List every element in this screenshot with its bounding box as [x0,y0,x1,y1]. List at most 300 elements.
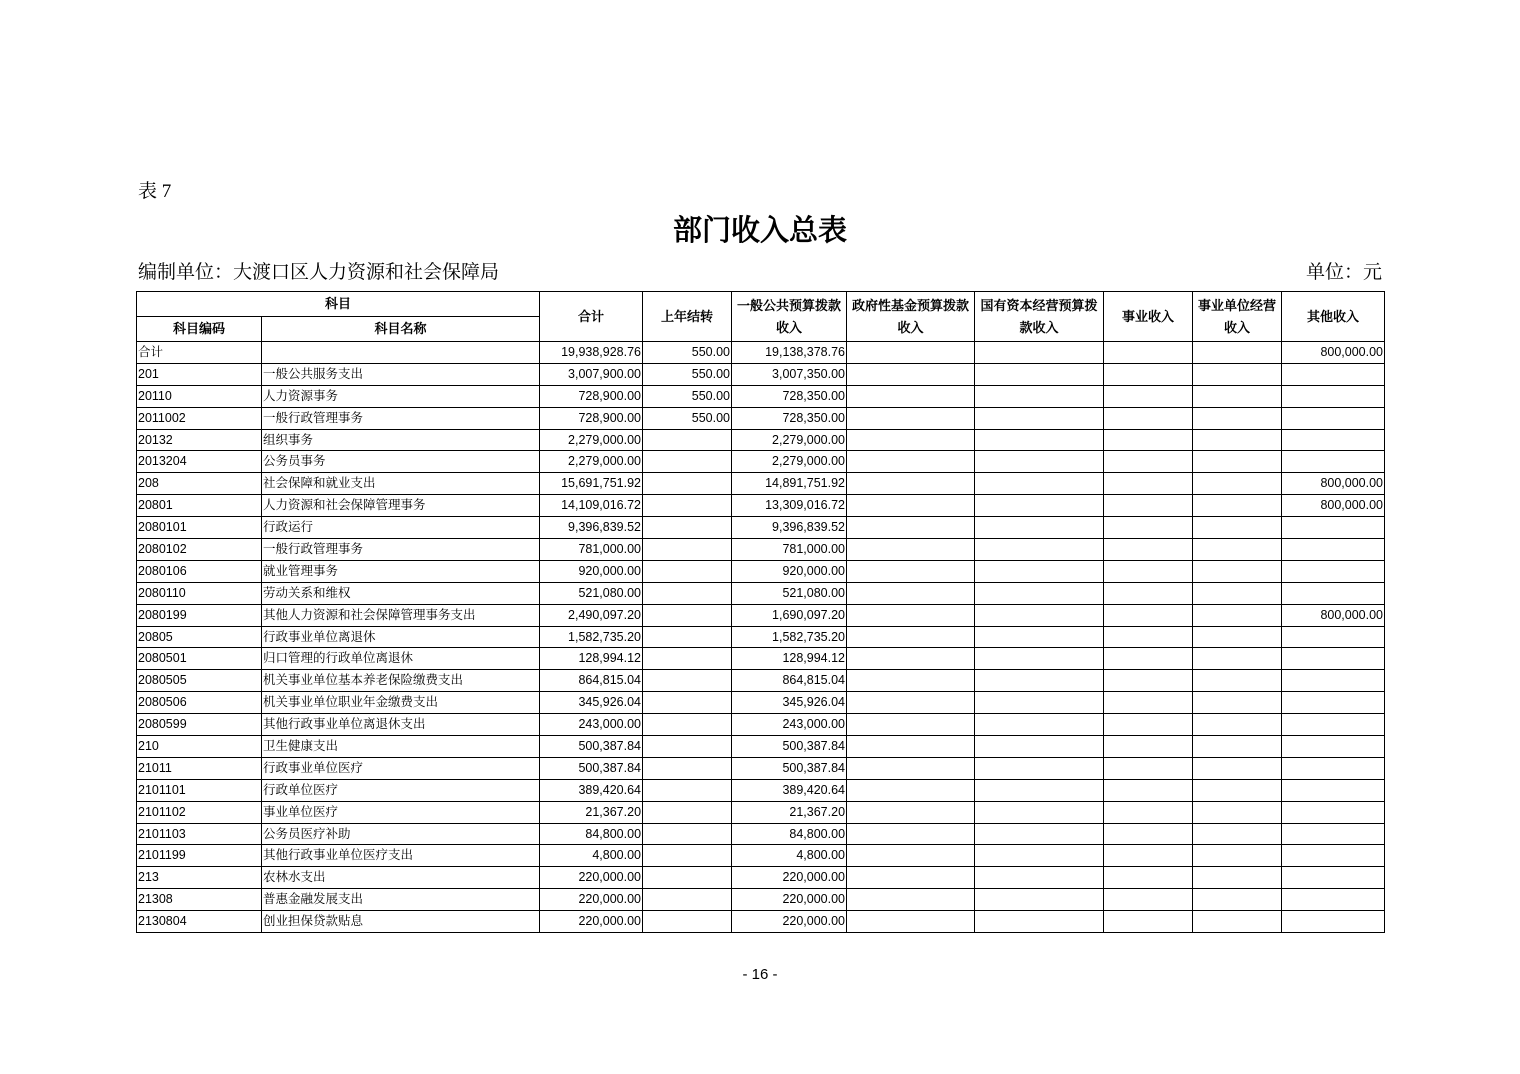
state-capital-cell [975,648,1104,670]
general-budget-cell: 19,138,378.76 [732,342,847,364]
gov-fund-cell [847,451,975,473]
subject-code-cell: 20801 [137,495,262,517]
business-unit-op-cell [1193,801,1282,823]
subject-name-cell: 行政运行 [262,517,540,539]
carryover-cell [643,867,732,889]
other-income-cell [1282,736,1385,758]
business-income-cell [1104,648,1193,670]
general-budget-cell: 781,000.00 [732,539,847,561]
subject-code-cell: 2101103 [137,823,262,845]
other-income-cell [1282,407,1385,429]
other-income-cell [1282,845,1385,867]
other-income-cell [1282,451,1385,473]
subject-code-cell: 2080101 [137,517,262,539]
total-cell: 728,900.00 [540,407,643,429]
gov-fund-cell [847,823,975,845]
business-unit-op-cell [1193,473,1282,495]
subject-name-cell: 社会保障和就业支出 [262,473,540,495]
business-income-cell [1104,539,1193,561]
business-income-cell [1104,757,1193,779]
business-income-cell [1104,604,1193,626]
business-income-cell [1104,473,1193,495]
general-budget-cell: 500,387.84 [732,736,847,758]
other-income-cell [1282,779,1385,801]
other-income-cell [1282,429,1385,451]
carryover-cell [643,560,732,582]
table-row [137,604,1385,626]
general-budget-cell: 345,926.04 [732,692,847,714]
table-row [137,582,1385,604]
state-capital-cell [975,845,1104,867]
gov-fund-cell [847,736,975,758]
currency-unit: 单位：元 [1305,262,1382,283]
subject-code-cell: 2080106 [137,560,262,582]
gov-fund-cell [847,407,975,429]
business-income-cell [1104,517,1193,539]
header-business-unit-op: 事业单位经营收入 [1193,292,1282,342]
business-unit-op-cell [1193,648,1282,670]
gov-fund-cell [847,626,975,648]
total-cell: 345,926.04 [540,692,643,714]
subject-name-cell: 人力资源和社会保障管理事务 [262,495,540,517]
subject-name-cell: 组织事务 [262,429,540,451]
total-cell: 243,000.00 [540,714,643,736]
business-unit-op-cell [1193,911,1282,933]
other-income-cell: 800,000.00 [1282,495,1385,517]
table-row [137,779,1385,801]
table-row [137,385,1385,407]
carryover-cell [643,539,732,561]
table-row [137,626,1385,648]
general-budget-cell: 128,994.12 [732,648,847,670]
subject-code-cell: 201 [137,363,262,385]
header-gov-fund: 政府性基金预算拨款收入 [847,292,975,342]
gov-fund-cell [847,757,975,779]
gov-fund-cell [847,604,975,626]
total-cell: 920,000.00 [540,560,643,582]
general-budget-cell: 864,815.04 [732,670,847,692]
table-row [137,736,1385,758]
total-cell: 500,387.84 [540,736,643,758]
business-income-cell [1104,385,1193,407]
state-capital-cell [975,889,1104,911]
other-income-cell [1282,648,1385,670]
header-state-capital: 国有资本经营预算拨款收入 [975,292,1104,342]
total-cell: 9,396,839.52 [540,517,643,539]
gov-fund-cell [847,495,975,517]
business-unit-op-cell [1193,539,1282,561]
other-income-cell [1282,582,1385,604]
other-income-cell [1282,692,1385,714]
table-row [137,451,1385,473]
carryover-cell [643,517,732,539]
total-cell: 128,994.12 [540,648,643,670]
gov-fund-cell [847,911,975,933]
business-unit-op-cell [1193,845,1282,867]
other-income-cell [1282,823,1385,845]
page-number: - 16 - [742,966,778,983]
business-income-cell [1104,560,1193,582]
total-cell: 500,387.84 [540,757,643,779]
subject-name-cell: 人力资源事务 [262,385,540,407]
business-unit-op-cell [1193,560,1282,582]
header-other-income: 其他收入 [1282,292,1385,342]
subject-name-cell: 就业管理事务 [262,560,540,582]
subject-code-cell: 21011 [137,757,262,779]
header-carryover: 上年结转 [643,292,732,342]
carryover-cell [643,495,732,517]
total-cell: 84,800.00 [540,823,643,845]
table-row [137,539,1385,561]
general-budget-cell: 2,279,000.00 [732,429,847,451]
other-income-cell [1282,714,1385,736]
other-income-cell [1282,889,1385,911]
gov-fund-cell [847,779,975,801]
table-row [137,823,1385,845]
gov-fund-cell [847,342,975,364]
gov-fund-cell [847,539,975,561]
general-budget-cell: 500,387.84 [732,757,847,779]
subject-code-cell: 2101101 [137,779,262,801]
table-row [137,889,1385,911]
gov-fund-cell [847,692,975,714]
business-unit-op-cell [1193,429,1282,451]
state-capital-cell [975,823,1104,845]
subject-name-cell: 其他行政事业单位离退休支出 [262,714,540,736]
business-unit-op-cell [1193,385,1282,407]
business-unit-op-cell [1193,407,1282,429]
business-income-cell [1104,823,1193,845]
state-capital-cell [975,539,1104,561]
general-budget-cell: 13,309,016.72 [732,495,847,517]
table-row [137,517,1385,539]
carryover-cell [643,604,732,626]
gov-fund-cell [847,385,975,407]
business-income-cell [1104,626,1193,648]
header-total: 合计 [540,292,643,342]
table-row [137,911,1385,933]
state-capital-cell [975,451,1104,473]
table-label: 表 7 [138,181,172,202]
subject-code-cell: 20110 [137,385,262,407]
table-row [137,407,1385,429]
table-row [137,495,1385,517]
state-capital-cell [975,801,1104,823]
subject-code-cell: 2013204 [137,451,262,473]
header-subject: 科目 [137,292,540,317]
total-cell: 21,367.20 [540,801,643,823]
total-cell: 2,279,000.00 [540,429,643,451]
carryover-cell [643,582,732,604]
gov-fund-cell [847,363,975,385]
state-capital-cell [975,670,1104,692]
carryover-cell [643,473,732,495]
business-income-cell [1104,736,1193,758]
business-unit-op-cell [1193,736,1282,758]
gov-fund-cell [847,889,975,911]
carryover-cell [643,692,732,714]
business-income-cell [1104,692,1193,714]
state-capital-cell [975,560,1104,582]
state-capital-cell [975,736,1104,758]
business-unit-op-cell [1193,779,1282,801]
carryover-cell [643,648,732,670]
state-capital-cell [975,342,1104,364]
total-cell: 14,109,016.72 [540,495,643,517]
business-unit-op-cell [1193,823,1282,845]
subject-code-cell: 2080599 [137,714,262,736]
subject-code-cell: 20132 [137,429,262,451]
business-unit-op-cell [1193,582,1282,604]
table-row [137,473,1385,495]
other-income-cell: 800,000.00 [1282,473,1385,495]
carryover-cell [643,429,732,451]
subject-code-cell: 2080506 [137,692,262,714]
carryover-cell: 550.00 [643,363,732,385]
table-row [137,363,1385,385]
business-unit-op-cell [1193,867,1282,889]
subject-name-cell: 归口管理的行政单位离退休 [262,648,540,670]
general-budget-cell: 728,350.00 [732,385,847,407]
header-code: 科目编码 [137,317,262,342]
state-capital-cell [975,473,1104,495]
total-cell: 389,420.64 [540,779,643,801]
total-cell: 220,000.00 [540,889,643,911]
gov-fund-cell [847,648,975,670]
subject-name-cell: 一般行政管理事务 [262,407,540,429]
business-unit-op-cell [1193,626,1282,648]
gov-fund-cell [847,714,975,736]
table-row [137,648,1385,670]
subject-name-cell: 劳动关系和维权 [262,582,540,604]
business-income-cell [1104,670,1193,692]
other-income-cell [1282,626,1385,648]
subject-code-cell: 2080102 [137,539,262,561]
subject-name-cell: 一般行政管理事务 [262,539,540,561]
general-budget-cell: 728,350.00 [732,407,847,429]
business-income-cell [1104,867,1193,889]
carryover-cell: 550.00 [643,407,732,429]
subject-code-cell: 20805 [137,626,262,648]
business-unit-op-cell [1193,714,1282,736]
business-income-cell [1104,407,1193,429]
state-capital-cell [975,517,1104,539]
general-budget-cell: 9,396,839.52 [732,517,847,539]
total-cell: 19,938,928.76 [540,342,643,364]
business-income-cell [1104,582,1193,604]
carryover-cell [643,626,732,648]
gov-fund-cell [847,801,975,823]
subject-code-cell: 21308 [137,889,262,911]
business-income-cell [1104,889,1193,911]
table-row [137,867,1385,889]
subject-name-cell: 公务员医疗补助 [262,823,540,845]
other-income-cell: 800,000.00 [1282,604,1385,626]
business-income-cell [1104,801,1193,823]
table-row [137,560,1385,582]
table-row [137,845,1385,867]
carryover-cell [643,714,732,736]
business-income-cell [1104,342,1193,364]
carryover-cell: 550.00 [643,342,732,364]
other-income-cell [1282,517,1385,539]
total-cell: 15,691,751.92 [540,473,643,495]
subject-code-cell: 2080501 [137,648,262,670]
subject-code-cell: 208 [137,473,262,495]
carryover-cell [643,736,732,758]
state-capital-cell [975,582,1104,604]
subject-name-cell: 公务员事务 [262,451,540,473]
state-capital-cell [975,911,1104,933]
carryover-cell [643,889,732,911]
business-income-cell [1104,779,1193,801]
carryover-cell [643,779,732,801]
general-budget-cell: 920,000.00 [732,560,847,582]
subject-name-cell: 行政事业单位医疗 [262,757,540,779]
total-cell: 728,900.00 [540,385,643,407]
other-income-cell [1282,560,1385,582]
carryover-cell: 550.00 [643,385,732,407]
gov-fund-cell [847,560,975,582]
total-cell: 864,815.04 [540,670,643,692]
state-capital-cell [975,757,1104,779]
header-business-income: 事业收入 [1104,292,1193,342]
business-income-cell [1104,845,1193,867]
business-income-cell [1104,495,1193,517]
general-budget-cell: 1,582,735.20 [732,626,847,648]
carryover-cell [643,911,732,933]
state-capital-cell [975,495,1104,517]
subject-name-cell: 机关事业单位基本养老保险缴费支出 [262,670,540,692]
business-unit-op-cell [1193,517,1282,539]
business-income-cell [1104,911,1193,933]
gov-fund-cell [847,517,975,539]
general-budget-cell: 2,279,000.00 [732,451,847,473]
total-cell: 781,000.00 [540,539,643,561]
total-cell: 220,000.00 [540,867,643,889]
state-capital-cell [975,779,1104,801]
subject-code-cell: 合计 [137,342,262,364]
subject-name-cell: 行政单位医疗 [262,779,540,801]
carryover-cell [643,757,732,779]
other-income-cell [1282,757,1385,779]
business-unit-op-cell [1193,692,1282,714]
subject-name-cell: 行政事业单位离退休 [262,626,540,648]
table-body [137,342,1385,933]
subject-name-cell: 普惠金融发展支出 [262,889,540,911]
total-cell: 2,279,000.00 [540,451,643,473]
state-capital-cell [975,429,1104,451]
subject-name-cell: 其他行政事业单位医疗支出 [262,845,540,867]
total-cell: 2,490,097.20 [540,604,643,626]
carryover-cell [643,801,732,823]
other-income-cell [1282,385,1385,407]
other-income-cell [1282,539,1385,561]
general-budget-cell: 1,690,097.20 [732,604,847,626]
state-capital-cell [975,626,1104,648]
state-capital-cell [975,407,1104,429]
subject-code-cell: 2080199 [137,604,262,626]
subject-name-cell: 机关事业单位职业年金缴费支出 [262,692,540,714]
business-unit-op-cell [1193,495,1282,517]
subject-name-cell: 其他人力资源和社会保障管理事务支出 [262,604,540,626]
business-income-cell [1104,429,1193,451]
subject-code-cell: 210 [137,736,262,758]
gov-fund-cell [847,867,975,889]
business-unit-op-cell [1193,757,1282,779]
business-unit-op-cell [1193,889,1282,911]
compiling-unit: 编制单位：大渡口区人力资源和社会保障局 [138,262,500,283]
table-row [137,757,1385,779]
table-row [137,692,1385,714]
total-cell: 3,007,900.00 [540,363,643,385]
header-name: 科目名称 [262,317,540,342]
business-income-cell [1104,451,1193,473]
carryover-cell [643,451,732,473]
subject-code-cell: 2101102 [137,801,262,823]
other-income-cell [1282,670,1385,692]
gov-fund-cell [847,845,975,867]
subject-name-cell: 一般公共服务支出 [262,363,540,385]
business-income-cell [1104,714,1193,736]
carryover-cell [643,823,732,845]
subject-code-cell: 2011002 [137,407,262,429]
carryover-cell [643,670,732,692]
subject-name-cell [262,342,540,364]
general-budget-cell: 3,007,350.00 [732,363,847,385]
business-unit-op-cell [1193,342,1282,364]
business-unit-op-cell [1193,670,1282,692]
gov-fund-cell [847,473,975,495]
general-budget-cell: 220,000.00 [732,911,847,933]
state-capital-cell [975,867,1104,889]
general-budget-cell: 220,000.00 [732,889,847,911]
business-unit-op-cell [1193,363,1282,385]
header-general-budget: 一般公共预算拨款收入 [732,292,847,342]
table-row [137,670,1385,692]
business-unit-op-cell [1193,604,1282,626]
carryover-cell [643,845,732,867]
subject-name-cell: 创业担保贷款贴息 [262,911,540,933]
subject-name-cell: 农林水支出 [262,867,540,889]
other-income-cell [1282,363,1385,385]
general-budget-cell: 14,891,751.92 [732,473,847,495]
total-cell: 220,000.00 [540,911,643,933]
general-budget-cell: 220,000.00 [732,867,847,889]
subject-code-cell: 2101199 [137,845,262,867]
subject-code-cell: 2130804 [137,911,262,933]
total-cell: 521,080.00 [540,582,643,604]
table-row [137,429,1385,451]
state-capital-cell [975,363,1104,385]
table-row [137,342,1385,364]
table-row [137,714,1385,736]
general-budget-cell: 521,080.00 [732,582,847,604]
general-budget-cell: 243,000.00 [732,714,847,736]
subject-code-cell: 213 [137,867,262,889]
other-income-cell [1282,801,1385,823]
gov-fund-cell [847,429,975,451]
gov-fund-cell [847,582,975,604]
subject-code-cell: 2080110 [137,582,262,604]
other-income-cell: 800,000.00 [1282,342,1385,364]
page-title: 部门收入总表 [672,213,847,247]
general-budget-cell: 84,800.00 [732,823,847,845]
general-budget-cell: 389,420.64 [732,779,847,801]
general-budget-cell: 4,800.00 [732,845,847,867]
table-row [137,801,1385,823]
subject-code-cell: 2080505 [137,670,262,692]
